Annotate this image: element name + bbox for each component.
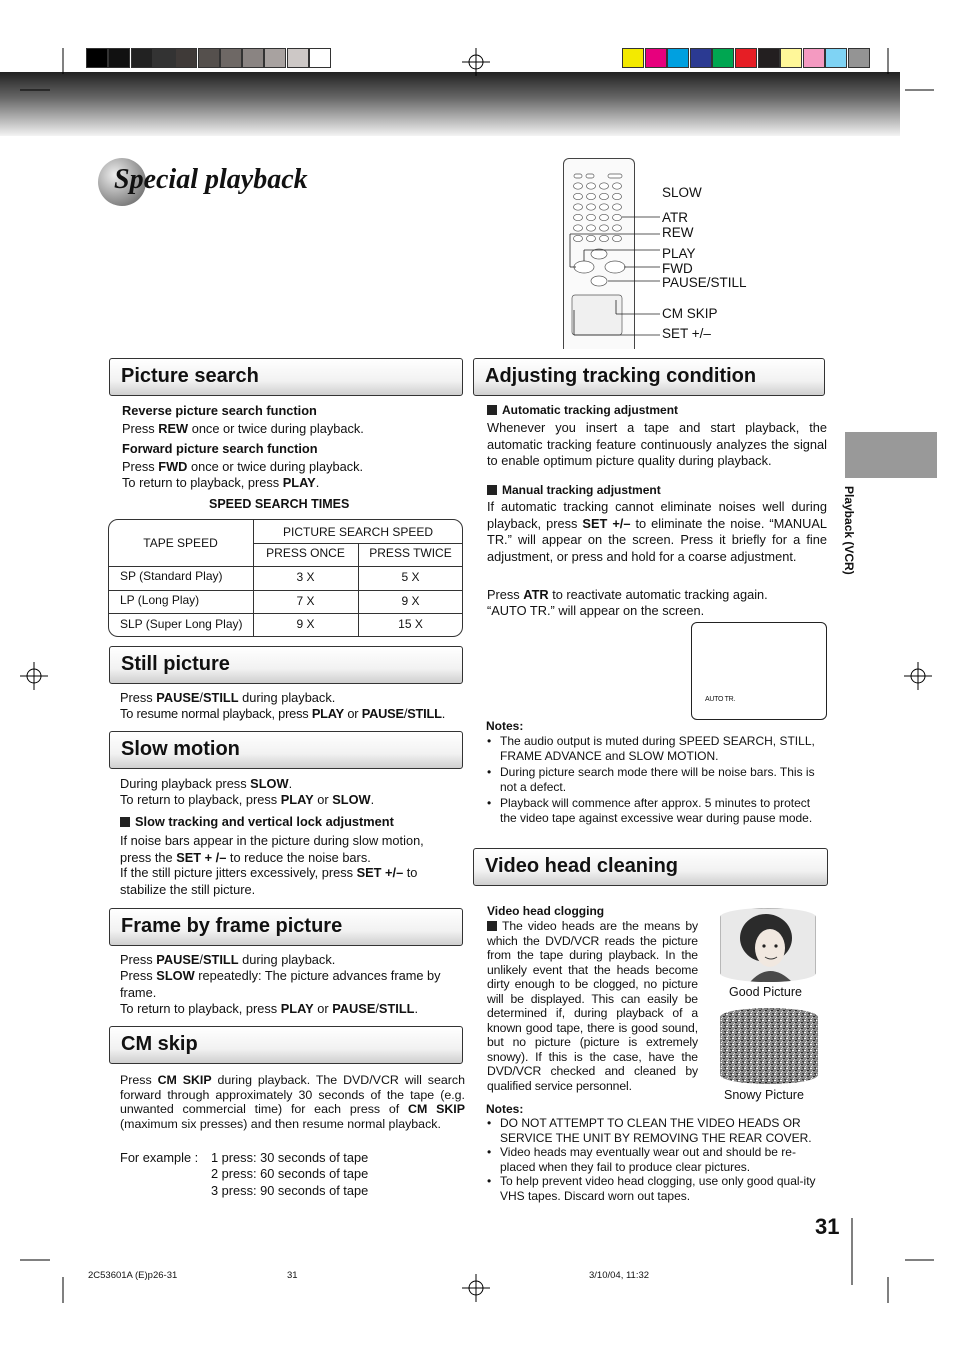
remote-button-icon [600,204,609,210]
remote-label-atr: ATR [662,210,688,225]
subheading: Forward picture search function [122,441,318,456]
table-cell: LP (Long Play) [120,593,200,607]
paragraph: If automatic tracking cannot eliminate noises well during playback, press SET +/– to eliminate the noise. “MANUAL TR.” will appear on the screen. Press it briefly for a fine adjustment, or press and hold for a coarse adjustment. [487,499,827,564]
table-header: TAPE SPEED [143,536,218,550]
remote-button-icon [574,225,583,231]
remote-button-icon [574,193,583,199]
remote-button-icon [587,183,596,189]
remote-button-icon [600,183,609,189]
table-header: PICTURE SEARCH SPEED [282,525,434,539]
section-heading-cm-skip: CM skip [109,1026,463,1064]
paragraph: Press ATR to reactivate automatic tracking again. [487,587,768,602]
table-cell: 7 X [296,594,315,608]
remote-button-icon [613,235,622,241]
remote-button-icon [574,235,583,241]
bullet-square-icon [487,921,497,931]
subheading: Manual tracking adjustment [487,483,661,498]
section-heading-tracking: Adjusting tracking condition [473,358,825,396]
footer-code: 2C53601A (E)p26-31 [88,1270,178,1281]
paragraph: Whenever you insert a tape and start playback, the automatic tracking feature continuously analyzes the signal to enable optimum picture quality during playback. [487,420,827,468]
remote-button-icon [574,214,583,220]
remote-label-cmskip: CM SKIP [662,306,718,321]
table-cell: 9 X [296,617,315,631]
footer-page: 31 [287,1270,298,1281]
note-item: • To help prevent video head clogging, use only good qual-ity VHS tapes. Discard worn out tapes. [500,1174,820,1204]
subheading: Reverse picture search function [122,403,317,418]
remote-label-slow: SLOW [662,185,702,200]
paragraph: During playback press SLOW. [120,776,293,791]
paragraph: Press PAUSE/STILL during playback. [120,952,336,967]
example-line: 3 press: 90 seconds of tape [211,1183,369,1198]
example-label: For example : [120,1150,199,1165]
table-header: PRESS ONCE [266,546,345,560]
snowy-picture-photo [720,1008,818,1084]
paragraph: Press CM SKIP during playback. The DVD/VCR will search forward through approximately 30 seconds of the tape (e.g. unwanted commercial time) for each press of CM SKIP (maximum six presses) and then resume normal playback. [120,1073,465,1131]
screen-osd-text: AUTO TR. [705,696,736,703]
paragraph: “AUTO TR.” will appear on the screen. [487,603,705,618]
example-line: 1 press: 30 seconds of tape [211,1150,369,1165]
note-item: • Video heads may eventually wear out and should be re-placed when they fail to produce clear pictures. [500,1145,820,1175]
bullet-square-icon [120,817,130,827]
paragraph: If the still picture jitters excessively, press SET +/– to stabilize the still picture. [120,865,418,897]
remote-button-icon [613,214,622,220]
table-cell: 5 X [401,570,420,584]
table-header: PRESS TWICE [369,546,452,560]
bullet-square-icon [487,485,497,495]
remote-button-icon [587,214,596,220]
paragraph: Press FWD once or twice during playback. [122,459,364,474]
table-cell: SLP (Super Long Play) [120,617,243,631]
table-cell: 3 X [296,570,315,584]
remote-label-play: PLAY [662,246,696,261]
page-title: Special playback [114,164,308,195]
paragraph: To return to playback, press PLAY or SLOW. [120,792,375,807]
tv-screen-illustration [691,622,827,720]
paragraph: To return to playback, press PLAY or PAUSE/STILL. [120,1001,419,1016]
remote-buttons-illustration [560,160,670,350]
remote-button-icon [613,183,622,189]
table-cell: SP (Standard Play) [120,569,223,583]
table-title: SPEED SEARCH TIMES [209,497,350,511]
note-item: • DO NOT ATTEMPT TO CLEAN THE VIDEO HEADS OR SERVICE THE UNIT BY REMOVING THE REAR COVER. [500,1116,820,1146]
remote-button-icon [574,183,583,189]
remote-button-icon [600,235,609,241]
paragraph: To resume normal playback, press PLAY or PAUSE/STILL. [120,706,446,721]
remote-button-icon [587,204,596,210]
bullet-square-icon [487,405,497,415]
caption: Snowy Picture [724,1088,804,1102]
paragraph: To return to playback, press PLAY. [122,475,320,490]
remote-button-icon [600,225,609,231]
remote-button-icon [574,204,583,210]
paragraph: Press PAUSE/STILL during playback. [120,690,336,705]
subheading: Video head clogging [487,904,605,918]
good-picture-photo [720,908,816,982]
note-item: • Playback will commence after approx. 5 minutes to protect the video tape against excessive wear during pause mode. [500,796,830,826]
remote-button-icon [587,193,596,199]
remote-button-icon [587,235,596,241]
note-item: • During picture search mode there will be noise bars. This is not a defect. [500,765,828,795]
table-cell: 15 X [398,617,423,631]
remote-button-icon [600,193,609,199]
subheading: Automatic tracking adjustment [487,403,678,418]
notes-title: Notes: [486,1102,524,1116]
paragraph: Press SLOW repeatedly: The picture advances frame by frame. [120,968,441,1000]
table-cell: 9 X [401,594,420,608]
remote-button-icon [613,193,622,199]
caption: Good Picture [729,985,802,999]
footer-date: 3/10/04, 11:32 [589,1270,650,1281]
note-item: • The audio output is muted during SPEED SEARCH, STILL, FRAME ADVANCE and SLOW MOTION. [500,734,828,764]
remote-button-icon [613,225,622,231]
chapter-label: Playback (VCR) [842,486,856,575]
section-heading-picture-search: Picture search [109,358,463,396]
page-number: 31 [815,1214,840,1239]
section-heading-frame-by-frame: Frame by frame picture [109,908,463,946]
paragraph: If noise bars appear in the picture during slow motion, press the SET + /– to reduce the noise bars. [120,833,424,865]
remote-button-icon [600,214,609,220]
remote-label-pause: PAUSE/STILL [662,275,747,290]
paragraph: The video heads are the means by which the DVD/VCR reads the picture from the tape during playback. In the unlikely event that the heads become dirty enough to be clogged, no picture will be displayed. This can easily be determined if, during playback of a known good tape, there is good sound, but no picture (picture is extremely snowy). If this is the case, have the DVD/VCR checked and cleaned by qualified service personnel. [487,919,698,1093]
remote-button-icon [587,225,596,231]
section-heading-still-picture: Still picture [109,646,463,684]
section-heading-slow-motion: Slow motion [109,731,463,769]
remote-label-set: SET +/– [662,326,711,341]
remote-label-rew: REW [662,225,694,240]
remote-button-icon [613,204,622,210]
section-heading-video-head-cleaning: Video head cleaning [473,848,828,886]
remote-label-fwd: FWD [662,261,693,276]
chapter-tab [845,432,937,478]
subheading: Slow tracking and vertical lock adjustment [120,814,394,831]
notes-title: Notes: [486,719,524,733]
paragraph: Press REW once or twice during playback. [122,421,364,436]
example-line: 2 press: 60 seconds of tape [211,1166,369,1181]
